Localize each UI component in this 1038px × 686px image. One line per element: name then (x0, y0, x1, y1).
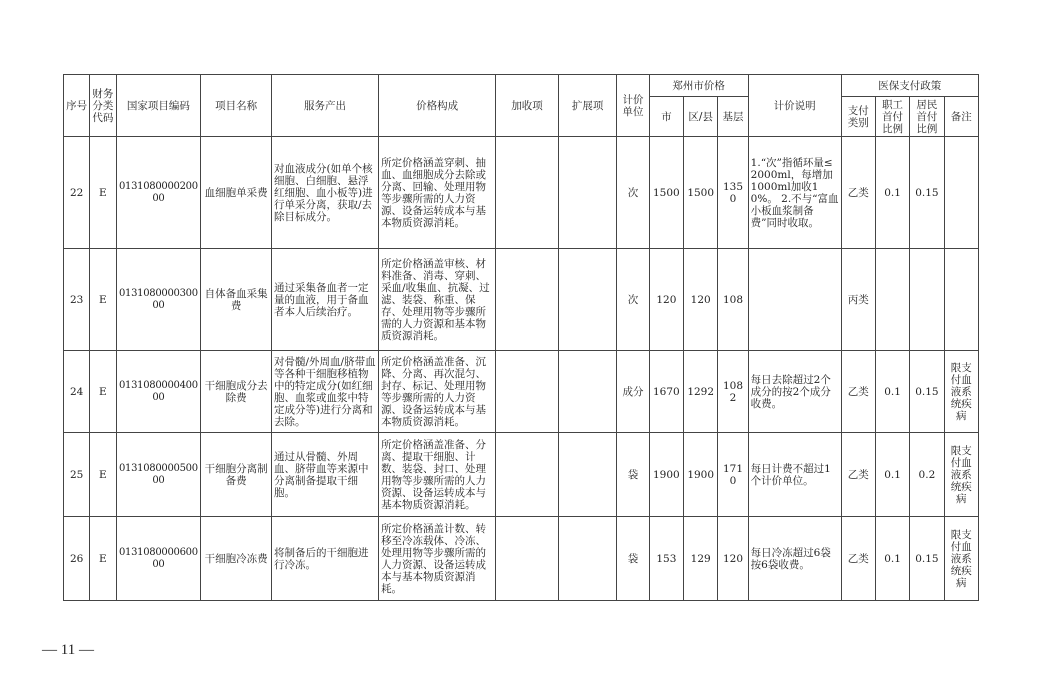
cell-grassroots-price: 1350 (718, 137, 748, 249)
cell-finance-code: E (90, 351, 116, 433)
table-row (64, 433, 979, 517)
cell-item-name: 干细胞冷冻费 (201, 517, 272, 601)
cell-pricing-note: 每日计费不超过1个计价单位。 (748, 433, 841, 517)
cell-resident-ratio: 0.15 (910, 351, 944, 433)
cell-finance-code: E (90, 137, 116, 249)
header-employee-ratio: 职工首付比例 (875, 97, 909, 137)
cell-finance-code: E (90, 433, 116, 517)
cell-unit: 袋 (617, 433, 649, 517)
cell-county-price: 1500 (684, 137, 718, 249)
cell-pay-category: 乙类 (841, 517, 875, 601)
cell-resident-ratio: 0.15 (910, 517, 944, 601)
cell-extension (558, 433, 617, 517)
cell-seq: 22 (64, 137, 90, 249)
cell-pay-category: 乙类 (841, 433, 875, 517)
header-county: 区/县 (684, 97, 718, 137)
cell-item-name: 血细胞单采费 (201, 137, 272, 249)
cell-price-composition: 所定价格涵盖计数、转移至冷冻载体、冷冻、处理用物等步骤所需的人力资源、设备运转成本与基本物质资源消耗。 (379, 517, 496, 601)
cell-pay-category: 乙类 (841, 137, 875, 249)
cell-price-composition: 所定价格涵盖审核、材料准备、消毒、穿刺、采血/收集血、抗凝、过滤、装袋、称重、保存、处理用物等步骤所需的人力资源和基本物质资源消耗。 (379, 249, 496, 351)
cell-employee-ratio: 0.1 (875, 351, 909, 433)
cell-city-price: 1670 (649, 351, 683, 433)
header-grassroots: 基层 (718, 97, 748, 137)
header-national-code: 国家项目编码 (116, 75, 201, 137)
cell-national-code: 013108000050000 (116, 433, 201, 517)
cell-service-output: 对血液成分(如单个核细胞、白细胞、悬浮红细胞、血小板等)进行单采分离，获取/去除目标成分。 (272, 137, 379, 249)
cell-city-price: 1900 (649, 433, 683, 517)
cell-extension (558, 351, 617, 433)
header-pricing-note: 计价说明 (748, 75, 841, 137)
cell-remark: 限支付血液系统疾病 (944, 351, 978, 433)
cell-county-price: 1900 (684, 433, 718, 517)
price-table (63, 74, 979, 601)
table-row (64, 249, 979, 351)
cell-price-composition: 所定价格涵盖准备、沉降、分离、再次混匀、封存、标记、处理用物等步骤所需的人力资源、设备运转成本与基本物质资源消耗。 (379, 351, 496, 433)
cell-item-name: 干细胞分离制备费 (201, 433, 272, 517)
cell-grassroots-price: 1082 (718, 351, 748, 433)
cell-unit: 次 (617, 249, 649, 351)
cell-extension (558, 517, 617, 601)
cell-remark (944, 137, 978, 249)
header-zhengzhou-price: 郑州市价格 (649, 75, 748, 97)
cell-remark: 限支付血液系统疾病 (944, 517, 978, 601)
cell-city-price: 120 (649, 249, 683, 351)
cell-surcharge (496, 249, 559, 351)
header-seq: 序号 (64, 75, 90, 137)
header-unit: 计价单位 (617, 75, 649, 137)
cell-city-price: 1500 (649, 137, 683, 249)
cell-unit: 次 (617, 137, 649, 249)
header-pay-category: 支付类别 (841, 97, 875, 137)
header-item-name: 项目名称 (201, 75, 272, 137)
header-resident-ratio: 居民首付比例 (910, 97, 944, 137)
cell-pricing-note: 每日冷冻超过6袋按6袋收费。 (748, 517, 841, 601)
cell-service-output: 通过从骨髓、外周血、脐带血等来源中分离制备提取干细胞。 (272, 433, 379, 517)
cell-price-composition: 所定价格涵盖穿刺、抽血、血细胞成分去除或分离、回输、处理用物等步骤所需的人力资源、设备运转成本与基本物质资源消耗。 (379, 137, 496, 249)
cell-surcharge (496, 517, 559, 601)
cell-finance-code: E (90, 249, 116, 351)
cell-pricing-note: 1.“次”指循环量≤2000ml，每增加1000ml加收10%。 2.不与“富血小板血浆制备费”同时收取。 (748, 137, 841, 249)
cell-service-output: 将制备后的干细胞进行冷冻。 (272, 517, 379, 601)
table-row (64, 137, 979, 249)
cell-service-output: 对骨髓/外周血/脐带血等各种干细胞移植物中的特定成分(如红细胞、血浆或血浆中特定成分等)进行分离和去除。 (272, 351, 379, 433)
cell-price-composition: 所定价格涵盖准备、分离、提取干细胞、计数、装袋、封口、处理用物等步骤所需的人力资源、设备运转成本与基本物质资源消耗。 (379, 433, 496, 517)
cell-resident-ratio (910, 249, 944, 351)
cell-unit: 成分 (617, 351, 649, 433)
cell-county-price: 129 (684, 517, 718, 601)
cell-employee-ratio (875, 249, 909, 351)
cell-remark: 限支付血液系统疾病 (944, 433, 978, 517)
cell-pay-category: 丙类 (841, 249, 875, 351)
cell-seq: 23 (64, 249, 90, 351)
table-row (64, 517, 979, 601)
cell-national-code: 013108000020000 (116, 137, 201, 249)
header-finance-code: 财务分类代码 (90, 75, 116, 137)
cell-county-price: 120 (684, 249, 718, 351)
cell-service-output: 通过采集备血者一定量的血液，用于备血者本人后续治疗。 (272, 249, 379, 351)
cell-grassroots-price: 1710 (718, 433, 748, 517)
cell-seq: 26 (64, 517, 90, 601)
header-extension: 扩展项 (558, 75, 617, 137)
cell-surcharge (496, 433, 559, 517)
cell-surcharge (496, 137, 559, 249)
page-number: — 11 — (42, 642, 94, 658)
cell-finance-code: E (90, 517, 116, 601)
header-city: 市 (649, 97, 683, 137)
cell-city-price: 153 (649, 517, 683, 601)
cell-item-name: 自体备血采集费 (201, 249, 272, 351)
cell-employee-ratio: 0.1 (875, 137, 909, 249)
cell-seq: 25 (64, 433, 90, 517)
cell-grassroots-price: 108 (718, 249, 748, 351)
table-row (64, 351, 979, 433)
cell-county-price: 1292 (684, 351, 718, 433)
cell-national-code: 013108000060000 (116, 517, 201, 601)
header-insurance-policy: 医保支付政策 (841, 75, 978, 97)
cell-surcharge (496, 351, 559, 433)
cell-national-code: 013108000030000 (116, 249, 201, 351)
cell-extension (558, 249, 617, 351)
cell-pricing-note (748, 249, 841, 351)
cell-item-name: 干细胞成分去除费 (201, 351, 272, 433)
cell-employee-ratio: 0.1 (875, 433, 909, 517)
cell-extension (558, 137, 617, 249)
cell-national-code: 013108000040000 (116, 351, 201, 433)
cell-unit: 袋 (617, 517, 649, 601)
cell-employee-ratio: 0.1 (875, 517, 909, 601)
cell-resident-ratio: 0.15 (910, 137, 944, 249)
cell-pay-category: 乙类 (841, 351, 875, 433)
header-surcharge: 加收项 (496, 75, 559, 137)
header-service-output: 服务产出 (272, 75, 379, 137)
cell-remark (944, 249, 978, 351)
cell-pricing-note: 每日去除超过2个成分的按2个成分收费。 (748, 351, 841, 433)
cell-resident-ratio: 0.2 (910, 433, 944, 517)
cell-grassroots-price: 120 (718, 517, 748, 601)
header-remark: 备注 (944, 97, 978, 137)
cell-seq: 24 (64, 351, 90, 433)
header-price-composition: 价格构成 (379, 75, 496, 137)
